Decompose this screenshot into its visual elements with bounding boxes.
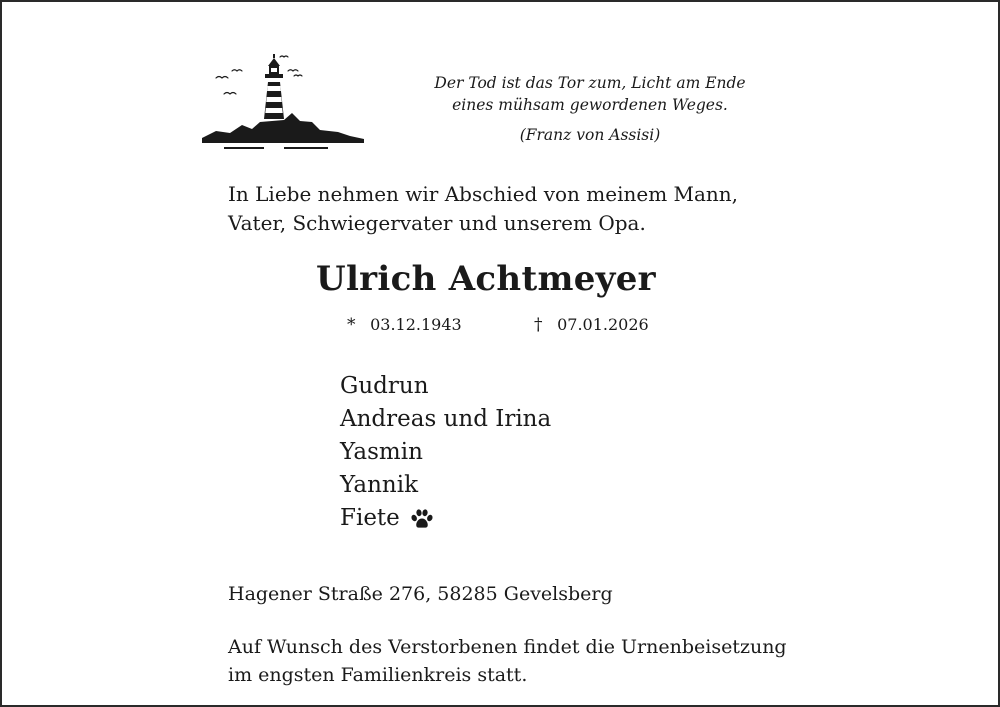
mourners-list [340,370,551,535]
intro-line-1: In Liebe nehmen wir Abschied von meinem Mann, [228,182,739,206]
mourner-name: Yasmin [340,439,423,465]
quote-attribution: (Franz von Assisi) [519,126,661,144]
lighthouse-icon [194,46,370,152]
death-date [534,315,649,335]
birth-date-value: 03.12.1943 [370,315,462,334]
mourner-name: Yannik [340,472,419,498]
life-dates [2,315,1000,341]
intro-line-2: Vater, Schwiegervater und unserem Opa. [228,211,646,235]
mourner-name: Gudrun [340,373,429,399]
cross-symbol: † [534,315,543,335]
intro-text [228,180,848,238]
mourner [340,436,551,469]
mourner [340,370,551,403]
paw-print-icon [410,508,434,530]
birth-symbol: * [347,315,356,335]
burial-note-line-2: im engsten Familienkreis statt. [228,664,528,686]
quote-line-2: eines mühsam gewordenen Weges. [452,96,728,114]
birth-date [347,315,462,335]
mourner-name: Fiete [340,505,400,531]
quote-line-1: Der Tod ist das Tor zum, Licht am Ende [434,74,746,92]
burial-note [228,633,908,689]
death-date-value: 07.01.2026 [557,315,649,334]
quote [412,72,768,146]
deceased-name: Ulrich Achtmeyer [316,259,656,299]
burial-note-line-1: Auf Wunsch des Verstorbenen findet die Urnenbeisetzung [228,636,787,658]
mourner [340,469,551,502]
address: Hagener Straße 276, 58285 Gevelsberg [228,583,613,605]
mourner [340,403,551,436]
mourner [340,502,551,535]
mourner-name: Andreas und Irina [340,406,552,432]
